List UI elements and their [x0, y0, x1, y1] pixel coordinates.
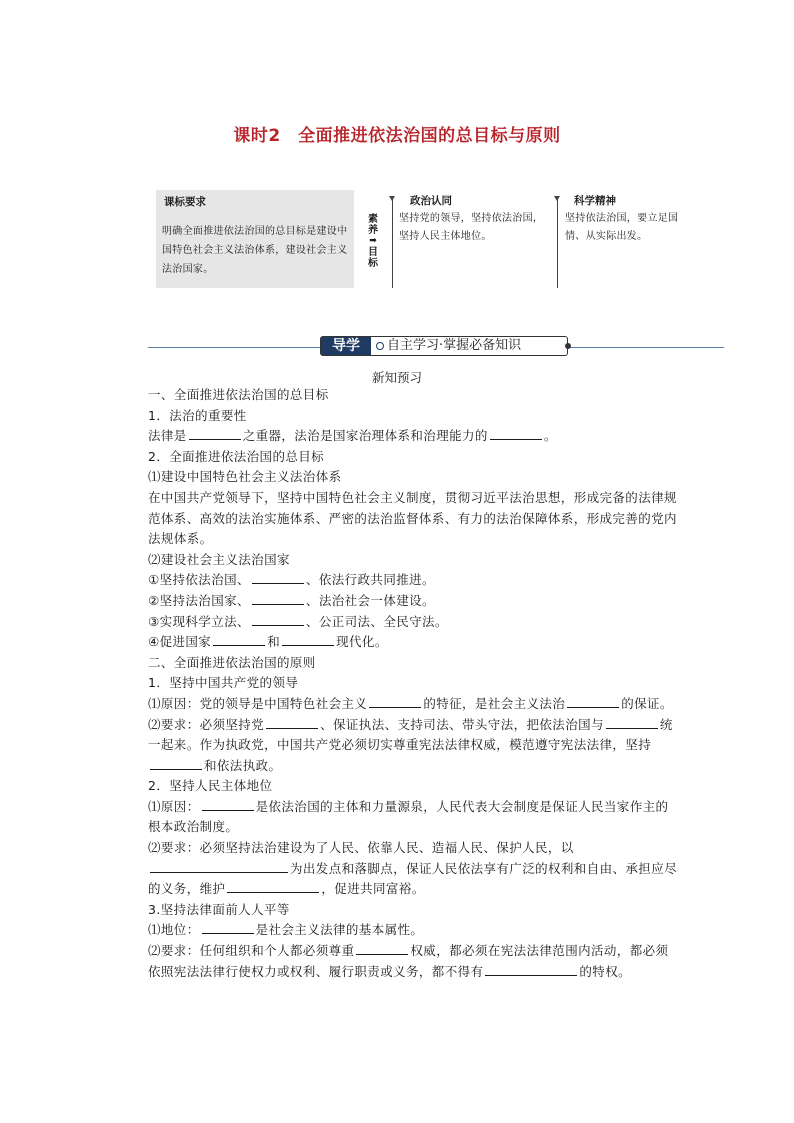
literacy-label-top: 素养	[368, 214, 378, 236]
fill-blank-line: ③实现科学立法、 、公正司法、全民守法。	[148, 613, 448, 629]
arrow-right-icon: ➡	[369, 236, 377, 246]
scientific-spirit-text: 坚持依法治国，要立足国情、从实际出发。	[565, 213, 679, 242]
literacy-label-bottom: 目标	[368, 247, 378, 269]
banner-rule-left	[148, 347, 320, 348]
fill-blank-line: ⑴地位： 是社会主义法律的基本属性。	[148, 922, 424, 938]
scientific-spirit-heading: 科学精神	[574, 195, 616, 207]
literacy-goals-label	[366, 214, 380, 269]
column-divider	[557, 196, 558, 288]
section-heading: 二、全面推进依法治国的原则	[148, 654, 316, 670]
fill-blank-line: 法律是 之重器，法治是国家治理体系和治理能力的 。	[148, 428, 557, 444]
fill-blank-line: ②坚持法治国家、 、法治社会一体建设。	[148, 592, 435, 608]
political-identity-text: 坚持党的领导，坚持依法治国，坚持人民主体地位。	[399, 213, 544, 242]
section-heading: 一、全面推进依法治国的总目标	[148, 387, 329, 402]
blank-field[interactable]	[202, 920, 254, 934]
fill-blank-line: ⑵要求：必须坚持党 、保证执法、支持司法、带头守法，把依法治国与 统一起来。作为执政党，中国共产党必须切实尊重宪法法律权威，模范遵守宪法法律，坚持和依法执政。	[148, 716, 673, 773]
column-divider	[392, 196, 393, 288]
blank-field[interactable]	[150, 756, 202, 770]
banner-text: 自主学习·掌握必备知识	[387, 338, 522, 353]
blank-field[interactable]	[252, 612, 304, 626]
political-identity-heading: 政治认同	[410, 195, 452, 207]
fill-blank-line: ④促进国家 和 现代化。	[148, 634, 388, 650]
section-banner	[320, 336, 568, 356]
item-heading: 1．法治的重要性	[148, 407, 247, 423]
dot-icon	[565, 343, 571, 349]
banner-key: 导学	[321, 337, 371, 355]
item-heading: 2．全面推进依法治国的总目标	[148, 448, 325, 464]
lesson-title: 课时2 全面推进依法治国的总目标与原则	[233, 126, 561, 146]
blank-field[interactable]	[189, 426, 241, 440]
paragraph: 在中国共产党领导下，坚持中国特色社会主义制度，贯彻习近平法治思想，形成完备的法律规范体系、高效的法治实施体系、严密的法治监督体系、有力的法治保障体系，形成完善的党内法规体系。	[148, 489, 677, 547]
preview-subheading: 新知预习	[371, 370, 422, 385]
item-heading: 3.坚持法律面前人人平等	[148, 901, 290, 917]
fill-blank-line: ⑴原因：党的领导是中国特色社会主义 的特征，是社会主义法治 的保证。	[148, 695, 673, 711]
curriculum-requirements-text: 明确全面推进依法治国的总目标是建设中国特色社会主义法治体系，建设社会主义法治国家。	[162, 226, 348, 275]
blank-field[interactable]	[490, 426, 542, 440]
item-heading: 1．坚持中国共产党的领导	[148, 675, 299, 691]
blank-field[interactable]	[567, 694, 619, 708]
curriculum-requirements-heading: 课标要求	[164, 196, 206, 208]
fill-blank-line: ①坚持依法治国、 、依法行政共同推进。	[148, 572, 435, 588]
blank-field[interactable]	[227, 879, 319, 893]
worksheet-body	[148, 385, 678, 982]
blank-field[interactable]	[202, 797, 254, 811]
triangle-marker-icon	[389, 196, 395, 201]
fill-blank-line: ⑴原因： 是依法治国的主体和力量源泉，人民代表大会制度是保证人民当家作主的根本政治制度。	[148, 798, 669, 835]
blank-field[interactable]	[252, 570, 304, 584]
blank-field[interactable]	[150, 859, 288, 873]
fill-blank-line: ⑵要求：任何组织和个人都必须尊重 权威，都必须在宪法法律范围内活动，都必须依照宪法法律行使权力或权利、履行职责或义务，都不得有 的特权。	[148, 943, 669, 979]
blank-field[interactable]	[606, 715, 658, 729]
blank-field[interactable]	[356, 941, 408, 955]
blank-field[interactable]	[485, 962, 577, 976]
triangle-marker-icon	[554, 196, 560, 201]
banner-rule-right	[570, 347, 724, 348]
blank-field[interactable]	[266, 715, 318, 729]
item-heading: 2．坚持人民主体地位	[148, 778, 273, 794]
blank-field[interactable]	[369, 694, 421, 708]
curriculum-requirements-box	[156, 190, 354, 288]
fill-blank-line: ⑵要求：必须坚持法治建设为了人民、依靠人民、造福人民、保护人民，以为出发点和落脚点，保证人民依法享有广泛的权利和自由、承担应尽的义务，维护 ，促进共同富裕。	[148, 840, 678, 897]
subitem-heading: ⑵建设社会主义法治国家	[148, 551, 290, 567]
circle-dot-icon	[376, 342, 384, 350]
blank-field[interactable]	[213, 632, 265, 646]
blank-field[interactable]	[252, 591, 304, 605]
blank-field[interactable]	[282, 632, 334, 646]
subitem-heading: ⑴建设中国特色社会主义法治体系	[148, 469, 342, 485]
